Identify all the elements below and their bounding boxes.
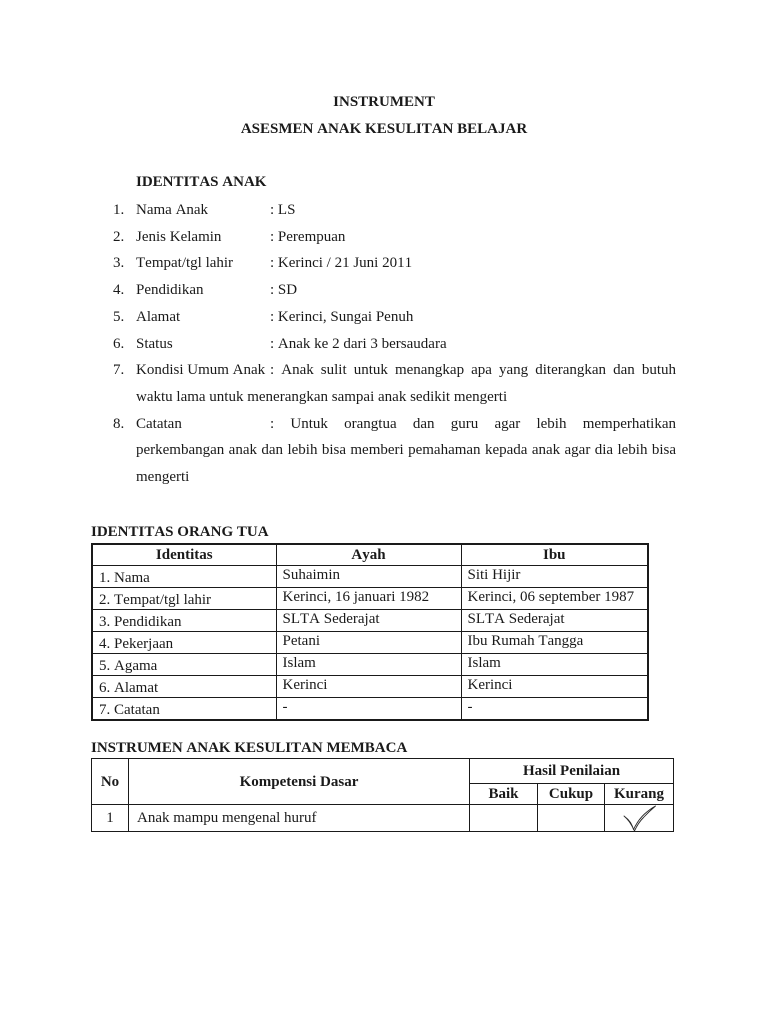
table-header-row xyxy=(92,759,674,784)
column-header-result: Hasil Penilaian xyxy=(470,759,674,784)
field-separator: : xyxy=(270,415,275,432)
list-item xyxy=(113,411,677,491)
father-value: SLTA Sederajat xyxy=(276,610,461,632)
field-separator: : xyxy=(270,308,275,325)
list-item xyxy=(113,357,677,410)
child-identity-list xyxy=(113,197,677,491)
row-label: 7. Catatan xyxy=(92,698,276,721)
item-number: 2. xyxy=(113,228,125,245)
field-separator: : xyxy=(270,362,275,379)
field-label: Jenis Kelamin xyxy=(136,228,222,245)
column-header-no: No xyxy=(92,759,129,805)
field-value: LS xyxy=(277,202,296,218)
field-separator: : xyxy=(270,202,275,218)
reading-instrument-table xyxy=(91,758,674,832)
parent-identity-table xyxy=(91,543,649,721)
field-label: Tempat/tgl lahir xyxy=(136,255,234,272)
father-value: Kerinci xyxy=(276,676,461,698)
item-number: 6. xyxy=(113,335,125,352)
field-value: SD xyxy=(277,282,298,299)
mother-value: Kerinci, 06 september 1987 xyxy=(461,588,648,610)
column-header-ibu: Ibu xyxy=(461,544,648,566)
table-row xyxy=(92,654,648,676)
field-value: Kerinci / 21 Juni 2011 xyxy=(277,255,413,272)
field-label: Status xyxy=(136,335,173,352)
field-separator: : xyxy=(270,335,275,352)
father-value: Petani xyxy=(276,632,461,654)
column-header-good: Baik xyxy=(470,784,538,805)
rating-cell-good xyxy=(470,805,538,832)
item-number: 1. xyxy=(113,202,125,218)
row-label: 4. Pekerjaan xyxy=(92,632,276,654)
table-row xyxy=(92,588,648,610)
table-row xyxy=(92,676,648,698)
table-row xyxy=(92,698,648,721)
item-number: 4. xyxy=(113,282,125,299)
table-row xyxy=(92,610,648,632)
list-item xyxy=(113,331,676,358)
mother-value: Ibu Rumah Tangga xyxy=(461,632,648,654)
field-value: Anak sulit untuk menangkap apa yang diterangkan dan butuh waktu lama untuk menerangkan sampai anak sedikit mengerti xyxy=(136,362,677,405)
field-label: Nama Anak xyxy=(136,202,209,218)
field-label: Catatan xyxy=(136,415,182,432)
item-number: 3. xyxy=(113,255,125,272)
mother-value: Islam xyxy=(461,654,648,676)
field-label: Alamat xyxy=(136,308,181,325)
column-header-identitas: Identitas xyxy=(92,544,276,566)
father-value: Islam xyxy=(276,654,461,676)
document-title: INSTRUMENT xyxy=(333,94,435,110)
field-value: Kerinci, Sungai Penuh xyxy=(277,308,414,325)
rating-cell-fair xyxy=(538,805,605,832)
table-row xyxy=(92,566,648,588)
document-subtitle: ASESMEN ANAK KESULITAN BELAJAR xyxy=(240,121,528,137)
field-value: Anak ke 2 dari 3 bersaudara xyxy=(277,335,447,352)
mother-value: SLTA Sederajat xyxy=(461,610,648,632)
father-value: Kerinci, 16 januari 1982 xyxy=(276,588,461,610)
field-label: Kondisi Umum Anak xyxy=(136,362,266,379)
row-label: 5. Agama xyxy=(92,654,276,676)
field-value: Perempuan xyxy=(277,228,346,245)
table-row xyxy=(92,632,648,654)
column-header-competency: Kompetensi Dasar xyxy=(129,759,470,805)
row-label: 2. Tempat/tgl lahir xyxy=(92,588,276,610)
mother-value: - xyxy=(461,698,648,721)
row-label: 6. Alamat xyxy=(92,676,276,698)
column-header-ayah: Ayah xyxy=(276,544,461,566)
table-row xyxy=(92,805,674,832)
field-label: Pendidikan xyxy=(136,282,204,299)
item-number: 8. xyxy=(113,415,125,432)
item-number: 7. xyxy=(113,362,125,379)
father-value: Suhaimin xyxy=(276,566,461,588)
list-item xyxy=(113,224,676,251)
row-label: 3. Pendidikan xyxy=(92,610,276,632)
table-header-row xyxy=(92,544,648,566)
child-identity-heading: IDENTITAS ANAK xyxy=(136,174,267,190)
rating-cell-poor xyxy=(605,805,674,832)
item-number: 5. xyxy=(113,308,125,325)
column-header-fair: Cukup xyxy=(538,784,605,805)
checkmark-icon xyxy=(605,805,673,832)
parent-identity-heading: IDENTITAS ORANG TUA xyxy=(91,524,269,540)
reading-instrument-heading: INSTRUMEN ANAK KESULITAN MEMBACA xyxy=(91,740,408,756)
column-header-poor: Kurang xyxy=(605,784,674,805)
competency-text: Anak mampu mengenal huruf xyxy=(129,805,470,832)
father-value: - xyxy=(276,698,461,721)
field-separator: : xyxy=(270,255,275,272)
list-item xyxy=(113,197,676,224)
mother-value: Kerinci xyxy=(461,676,648,698)
list-item xyxy=(113,277,676,304)
field-separator: : xyxy=(270,228,275,245)
list-item xyxy=(113,250,676,277)
row-number: 1 xyxy=(92,805,129,832)
list-item xyxy=(113,304,676,331)
field-separator: : xyxy=(270,282,275,299)
field-value: Untuk orangtua dan guru agar lebih memperhatikan perkembangan anak dan lebih bisa memberi pemahaman kepada anak agar dia lebih bisa mengerti xyxy=(136,415,677,486)
mother-value: Siti Hijir xyxy=(461,566,648,588)
row-label: 1. Nama xyxy=(92,566,276,588)
